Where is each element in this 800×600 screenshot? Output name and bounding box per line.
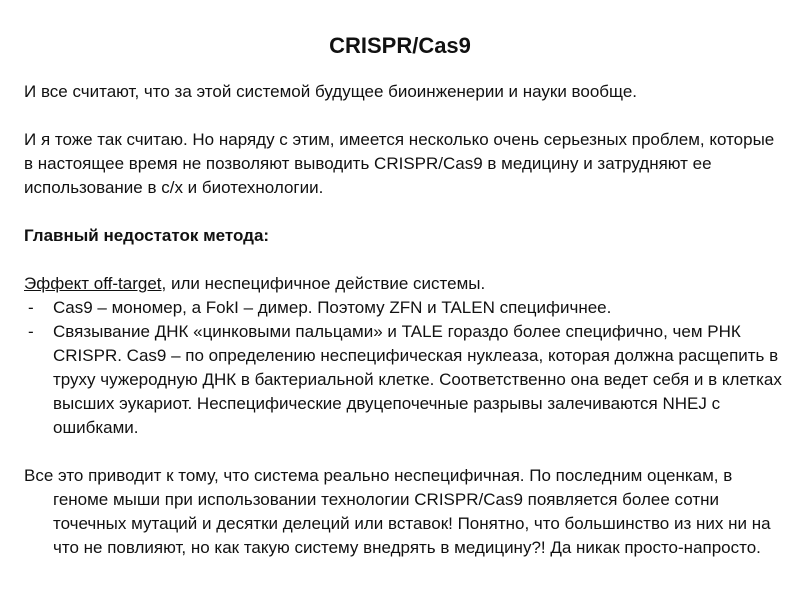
main-drawback-heading: Главный недостаток метода: [24,226,270,245]
off-target-description: , или неспецифичное действие системы. [161,274,486,293]
problems-paragraph: И я тоже так считаю. Но наряду с этим, имеется несколько очень серьезных проблем, которые в настоящее время не позволяют выводить CRISPR/Cas9 в медицину и затрудняют ее использование в с/х и биотехнологии. [24,130,775,197]
spacer [24,104,784,128]
dash-bullet: - [28,298,34,317]
off-target-term: Эффект off-target [24,274,162,293]
dash-bullet: - [28,322,34,341]
off-target-paragraph [24,272,784,296]
list-item [24,296,784,320]
drawbacks-list [24,296,784,440]
slide-body [24,80,784,560]
list-item-text: Cas9 – мономер, а FokI – димер. Поэтому ZFN и TALEN специфичнее. [53,298,612,317]
spacer [24,200,784,224]
spacer [24,248,784,272]
list-item-text: Связывание ДНК «цинковыми пальцами» и TALE гораздо более специфично, чем РНК CRISPR. Cas9 – по определению неспецифическая нуклеаза, которая должна расщепить в труху чужеродную ДНК в бактериальной клетке. Соответственно она ведет себя и в клетках высших эукариот. Неспецифические двуцепочечные разрывы залечиваются NHEJ с ошибками. [53,322,782,437]
list-item [24,320,784,440]
conclusion-paragraph: Все это приводит к тому, что система реально неспецифичная. По последним оценкам, в геноме мыши при использовании технологии CRISPR/Cas9 появляется более сотни точечных мутаций и десятки делеций или вставок! Понятно, что большинство из них ни на что не повлияют, но как такую систему внедрять в медицину?! Да никак просто-напросто. [24,466,771,557]
slide-title: CRISPR/Cas9 [329,33,471,58]
intro-paragraph: И все считают, что за этой системой будущее биоинженерии и науки вообще. [24,82,638,101]
spacer [24,440,784,464]
